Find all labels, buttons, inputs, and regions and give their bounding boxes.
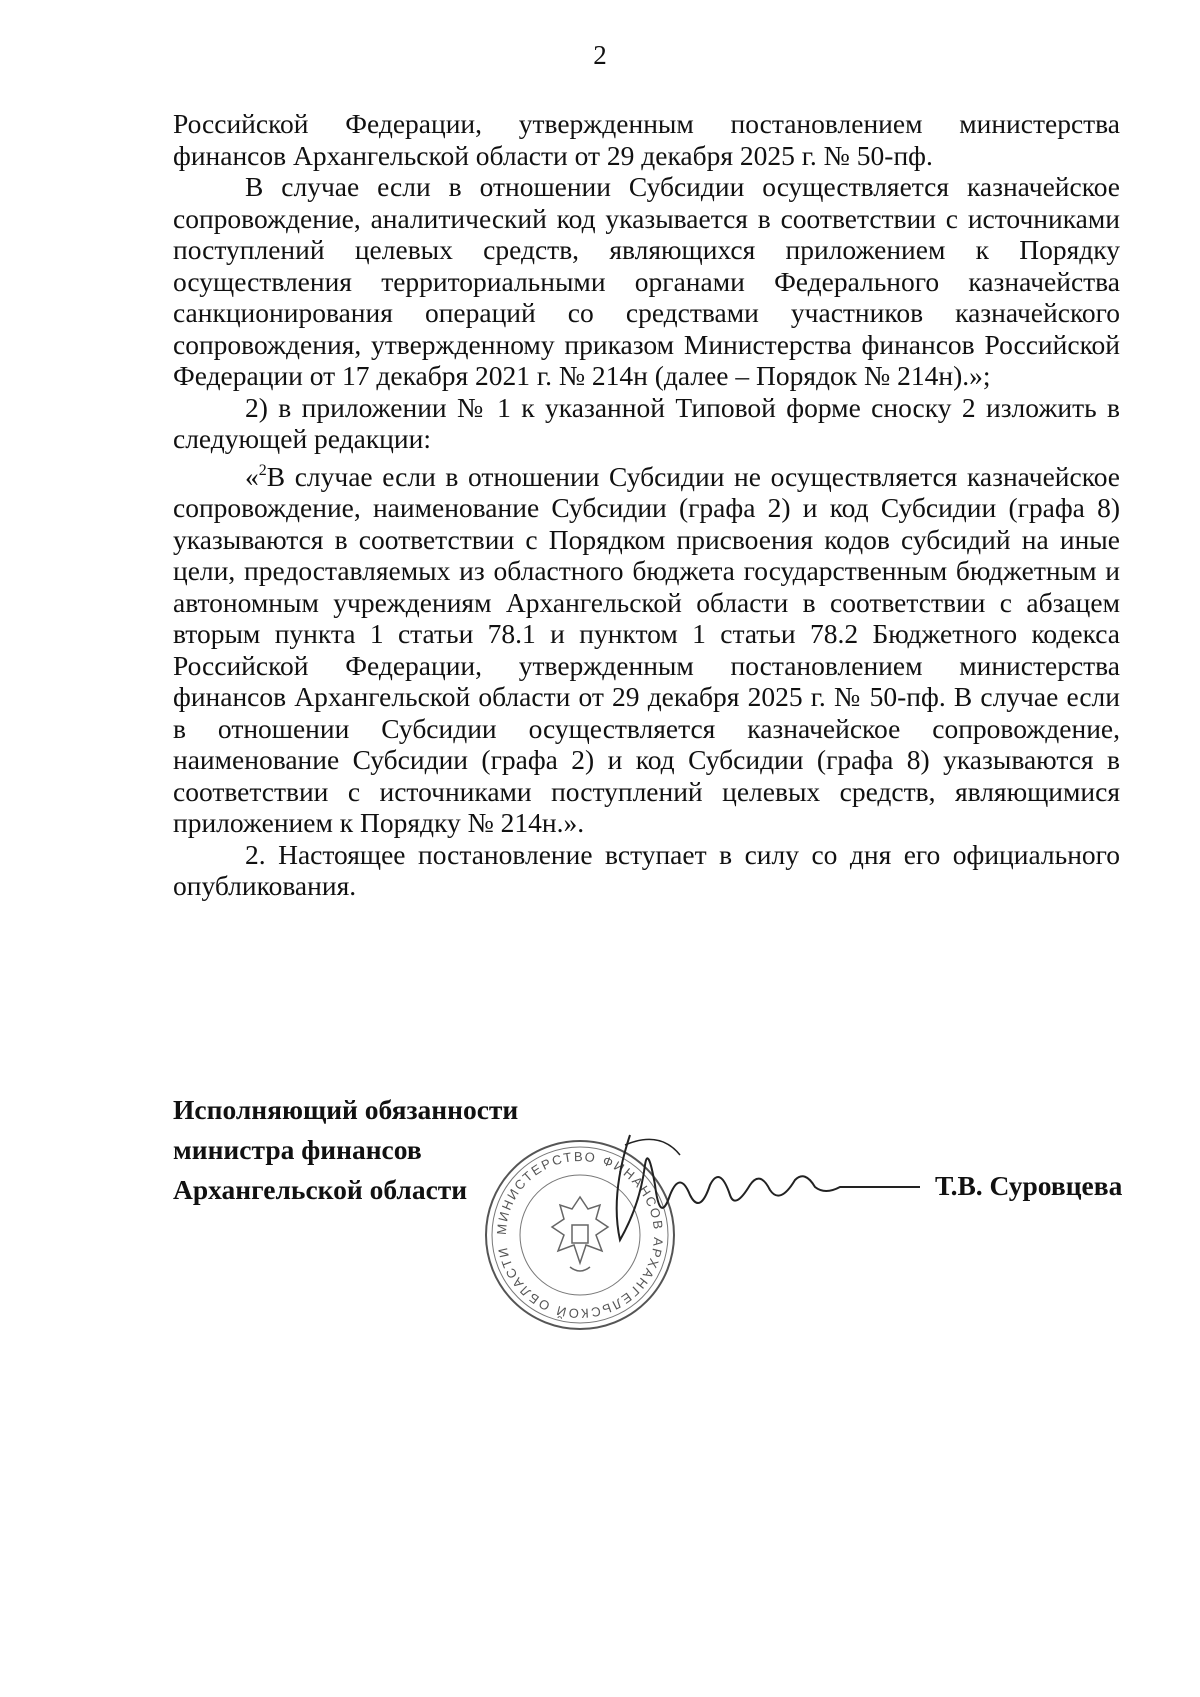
signatory-title-line-2: министра финансов [173,1134,422,1165]
document-body [173,108,1120,902]
footnote-mark: 2 [258,461,267,479]
paragraph-1: Российской Федерации, утвержденным постановлением министерства финансов Архангельской области от 29 декабря 2025 г. № 50-пф. [173,108,1120,171]
paragraph-2: В случае если в отношении Субсидии осуществляется казначейское сопровождение, аналитический код указывается в соответствии с источниками поступлений целевых средств, являющихся приложением к Порядку осуществления территориальными органами Федерального казначейства санкционирования операций со средствами участников казначейского сопровождения, утвержденному приказом Министерства финансов Российской Федерации от 17 декабря 2021 г. № 214н (далее – Порядок № 214н).»; [173,171,1120,391]
signatory-name: Т.В. Суровцева [935,1170,1123,1201]
quote-open: « [245,460,259,492]
signatory-title [173,1090,518,1210]
paragraph-4 [173,455,1120,839]
paragraph-5: 2. Настоящее постановление вступает в силу со дня его официального опубликования. [173,838,1120,901]
footnote-text: В случае если в отношении Субсидии не осуществляется казначейское сопровождение, наименование Субсидии (графа 2) и код Субсидии (графа 8) указываются в соответствии с Порядком присвоения кодов субсидий на иные цели, предоставляемых из областного бюджета государственным бюджетным и автономным учреждениям Архангельской области в соответствии с абзацем вторым пункта 1 статьи 78.1 и пунктом 1 статьи 78.2 Бюджетного кодекса Российской Федерации, утвержденным постановлением министерства финансов Архангельской области от 29 декабря 2025 г. № 50-пф. В случае если в отношении Субсидии осуществляется казначейское сопровождение, наименование Субсидии (графа 2) и код Субсидии (графа 8) указываются в соответствии с источниками поступлений целевых средств, являющимися приложением к Порядку № 214н.». [173,460,1120,838]
svg-text:МИНИСТЕРСТВО ФИНАНСОВ АРХАНГЕЛ: МИНИСТЕРСТВО ФИНАНСОВ АРХАНГЕЛЬСКОЙ ОБЛАСТИ [493,1148,667,1322]
handwritten-signature [600,1125,930,1255]
signatory-title-line-3: Архангельской области [173,1174,468,1205]
paragraph-3: 2) в приложении № 1 к указанной Типовой форме сноску 2 изложить в следующей редакции: [173,391,1120,454]
signatory-title-line-1: Исполняющий обязанности [173,1094,519,1125]
page-number: 2 [593,40,607,70]
